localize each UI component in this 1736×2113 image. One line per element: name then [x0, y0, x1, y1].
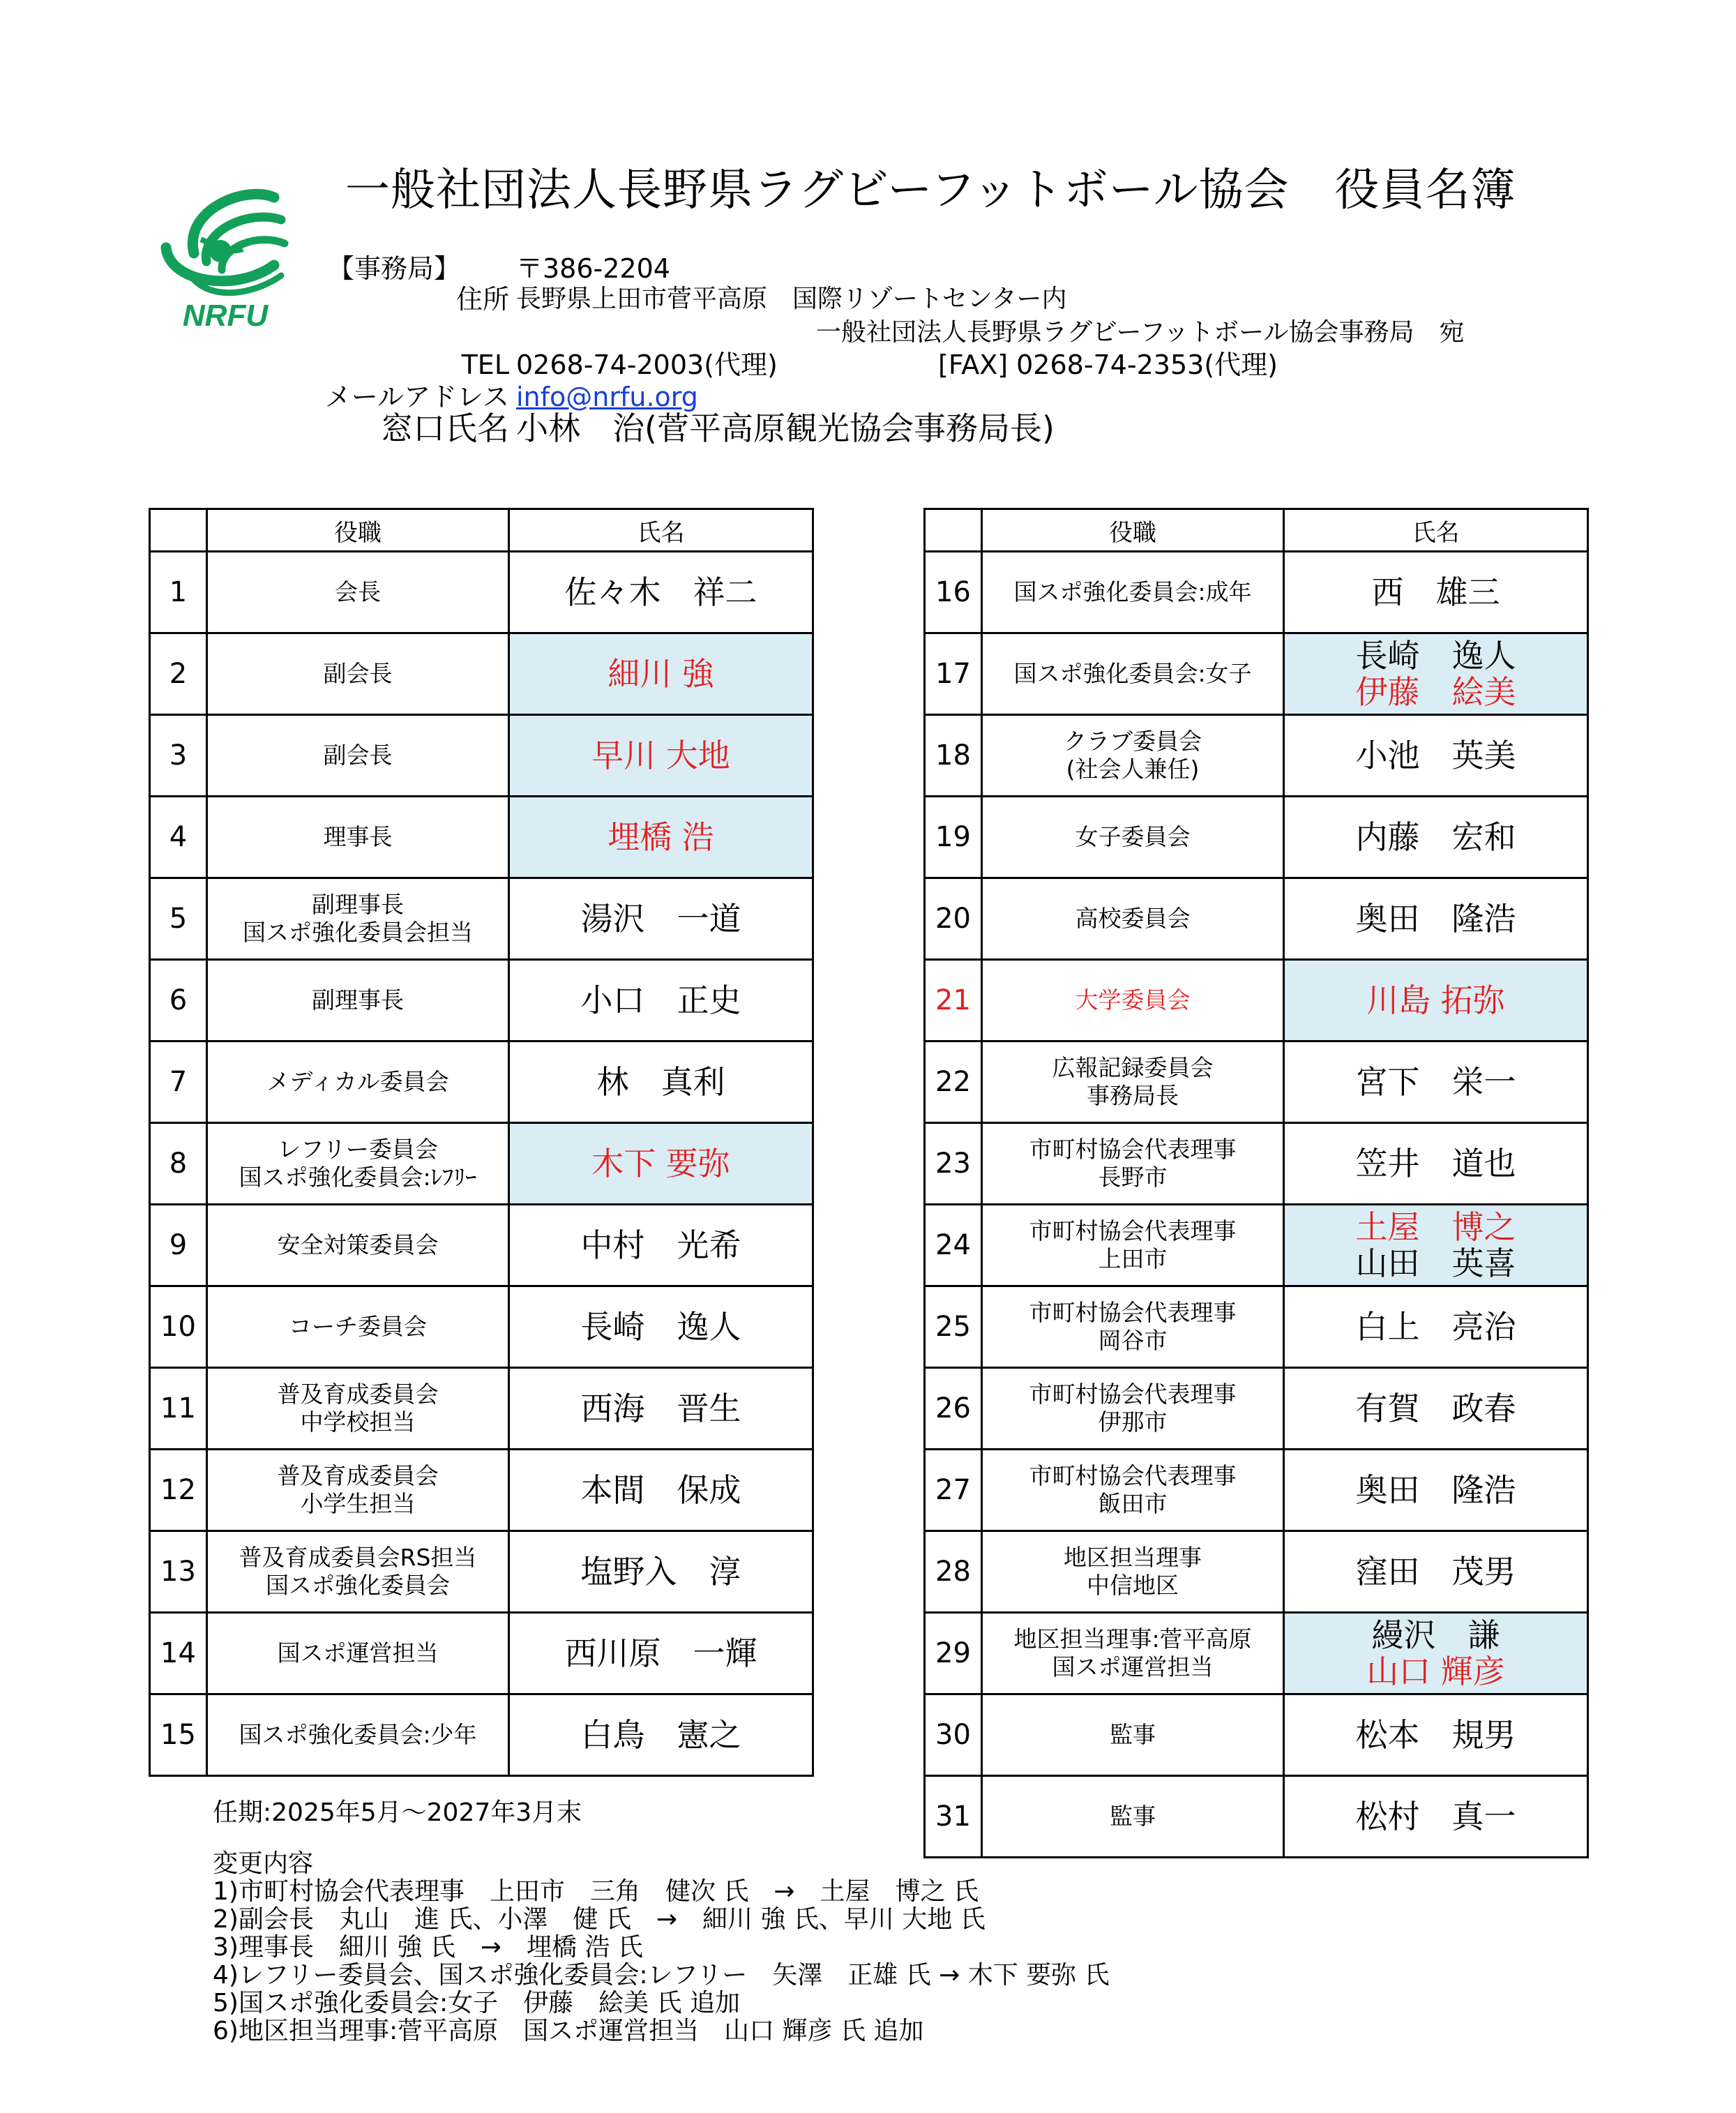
- role-cell: [207, 1613, 509, 1694]
- row-number: 30: [925, 1694, 982, 1776]
- row-number: 8: [150, 1123, 207, 1205]
- row-number: 15: [150, 1694, 207, 1776]
- role-text: 中信地区: [1087, 1572, 1179, 1599]
- name-cell: [1284, 878, 1588, 960]
- row-number: 13: [150, 1531, 207, 1613]
- officer-name: 山田 英喜: [1355, 1245, 1516, 1282]
- officer-name: 奥田 隆浩: [1355, 900, 1516, 938]
- table-row: [150, 797, 813, 878]
- role-cell: [207, 1205, 509, 1286]
- changes-section: [213, 1850, 1110, 2045]
- header-role: 役職: [207, 509, 509, 552]
- row-number: 19: [925, 797, 982, 878]
- role-cell: [982, 633, 1284, 715]
- table-row: [925, 1694, 1588, 1776]
- officer-name: 白鳥 憲之: [580, 1716, 741, 1754]
- table-row: [925, 1123, 1588, 1205]
- tel-label: TEL: [461, 349, 509, 380]
- officer-name: 細川 強: [607, 655, 714, 693]
- role-text: 市町村協会代表理事: [1029, 1299, 1237, 1326]
- role-text: 市町村協会代表理事: [1029, 1217, 1237, 1245]
- role-cell: [982, 1613, 1284, 1694]
- name-cell: [1284, 960, 1588, 1042]
- role-text: 国スポ強化委員会: [266, 1572, 450, 1599]
- role-text: 事務局長: [1087, 1082, 1179, 1109]
- table-row: [150, 1613, 813, 1694]
- role-cell: [207, 633, 509, 715]
- role-cell: [207, 715, 509, 797]
- name-cell: [1284, 1042, 1588, 1123]
- officer-name: 内藤 宏和: [1355, 818, 1516, 856]
- role-text: 理事長: [323, 823, 393, 850]
- row-number: 22: [925, 1042, 982, 1123]
- table-row: [925, 960, 1588, 1042]
- row-number: 5: [150, 878, 207, 960]
- table-row: [150, 715, 813, 797]
- table-row: [150, 552, 813, 633]
- change-item: 3)理事長 細川 強 氏 → 埋橋 浩 氏: [213, 1933, 643, 1962]
- roster-table-left: [149, 508, 814, 1777]
- role-text: 副会長: [323, 660, 393, 687]
- role-cell: [207, 1286, 509, 1368]
- change-item: 5)国スポ強化委員会:女子 伊藤 絵美 氏 追加: [213, 1989, 740, 2017]
- name-cell: [509, 1694, 813, 1776]
- table-row: [925, 797, 1588, 878]
- table-row: [150, 1205, 813, 1286]
- role-text: 長野市: [1098, 1164, 1168, 1191]
- role-text: 国スポ強化委員会担当: [243, 919, 473, 946]
- table-row: [925, 715, 1588, 797]
- name-cell: [509, 715, 813, 797]
- officer-name: 林 真利: [596, 1063, 725, 1101]
- role-cell: [207, 1531, 509, 1613]
- officer-name: 湯沢 一道: [580, 900, 741, 938]
- name-cell: [509, 1205, 813, 1286]
- name-cell: [509, 552, 813, 633]
- officer-name: 小口 正史: [580, 982, 741, 1019]
- role-text: 監事: [1110, 1721, 1156, 1748]
- role-cell: [982, 878, 1284, 960]
- table-row: [150, 960, 813, 1042]
- role-cell: [207, 1123, 509, 1205]
- contact-label: 窓口氏名: [381, 409, 509, 447]
- officer-name: 有賀 政春: [1355, 1390, 1516, 1427]
- row-number: 23: [925, 1123, 982, 1205]
- officer-name: 早川 大地: [591, 737, 730, 774]
- table-row: [150, 1042, 813, 1123]
- name-cell: [1284, 1123, 1588, 1205]
- role-text: 女子委員会: [1075, 823, 1191, 850]
- name-cell: [509, 1123, 813, 1205]
- name-cell: [1284, 1205, 1588, 1286]
- role-text: 副理事長: [312, 891, 404, 918]
- name-cell: [509, 1450, 813, 1531]
- row-number: 21: [925, 960, 982, 1042]
- officer-name: 笠井 道也: [1355, 1145, 1516, 1182]
- officer-name: 埋橋 浩: [607, 818, 714, 856]
- table-row: [925, 878, 1588, 960]
- changes-title: 変更内容: [213, 1849, 314, 1878]
- term-of-office: 任期:2025年5月～2027年3月末: [213, 1798, 582, 1827]
- officer-name: 縵沢 謙: [1371, 1616, 1500, 1654]
- row-number: 26: [925, 1368, 982, 1450]
- role-text: 会長: [335, 578, 381, 606]
- role-text: (社会人兼任): [1066, 755, 1200, 783]
- table-header-row: [150, 509, 813, 552]
- row-number: 28: [925, 1531, 982, 1613]
- row-number: 7: [150, 1042, 207, 1123]
- table-row: [150, 1368, 813, 1450]
- header-name: 氏名: [509, 509, 813, 552]
- office-label: 【事務局】: [328, 253, 461, 284]
- role-text: 国スポ強化委員会:ﾚﾌﾘｰ: [239, 1164, 477, 1191]
- postal-code: 〒386-2204: [516, 253, 670, 284]
- change-item: 2)副会長 丸山 進 氏、小澤 健 氏 → 細川 強 氏、早川 大地 氏: [213, 1905, 986, 1934]
- role-text: コーチ委員会: [289, 1313, 427, 1340]
- role-cell: [207, 1694, 509, 1776]
- role-text: 広報記録委員会: [1052, 1054, 1214, 1081]
- role-cell: [982, 715, 1284, 797]
- role-text: 中学校担当: [300, 1408, 416, 1436]
- name-cell: [1284, 633, 1588, 715]
- row-number: 10: [150, 1286, 207, 1368]
- name-cell: [1284, 1776, 1588, 1858]
- role-text: メディカル委員会: [266, 1068, 449, 1095]
- rugby-ball-logo-icon: [152, 171, 299, 335]
- role-text: 市町村協会代表理事: [1029, 1136, 1237, 1163]
- name-cell: [509, 960, 813, 1042]
- role-text: 大学委員会: [1075, 986, 1191, 1014]
- row-number: 20: [925, 878, 982, 960]
- email-link[interactable]: info@nrfu.org: [516, 382, 698, 412]
- change-item: 1)市町村協会代表理事 上田市 三角 健次 氏 → 土屋 博之 氏: [213, 1877, 979, 1906]
- name-cell: [509, 1042, 813, 1123]
- role-text: 国スポ運営担当: [277, 1639, 439, 1667]
- table-row: [925, 1368, 1588, 1450]
- row-number: 27: [925, 1450, 982, 1531]
- role-text: 上田市: [1098, 1245, 1168, 1272]
- name-cell: [1284, 552, 1588, 633]
- role-text: 小学生担当: [300, 1490, 416, 1517]
- tel-number: 0268-74-2003(代理): [516, 349, 778, 380]
- officer-name: 伊藤 絵美: [1355, 673, 1516, 711]
- role-cell: [982, 1694, 1284, 1776]
- logo-text: NRFU: [182, 299, 269, 333]
- contact-name: 小林 治(菅平高原観光協会事務局長): [516, 409, 1055, 447]
- officer-name: 本間 保成: [580, 1471, 741, 1509]
- row-number: 29: [925, 1613, 982, 1694]
- officer-name: 西海 晋生: [580, 1390, 741, 1427]
- officer-name: 松村 真一: [1355, 1798, 1516, 1835]
- address-line2: 一般社団法人長野県ラグビーフットボール協会事務局 宛: [816, 318, 1465, 347]
- header-role: 役職: [982, 509, 1284, 552]
- row-number: 25: [925, 1286, 982, 1368]
- header-name: 氏名: [1284, 509, 1588, 552]
- role-text: 高校委員会: [1075, 905, 1191, 932]
- row-number: 16: [925, 552, 982, 633]
- officer-name: 小池 英美: [1355, 737, 1516, 774]
- table-row: [925, 552, 1588, 633]
- role-cell: [982, 1531, 1284, 1613]
- officer-name: 長崎 逸人: [1355, 637, 1516, 675]
- officer-name: 川島 拓弥: [1366, 982, 1505, 1019]
- role-text: 伊那市: [1098, 1408, 1168, 1436]
- page-title: 一般社団法人長野県ラグビーフットボール協会 役員名簿: [345, 165, 1516, 216]
- role-text: 地区担当理事: [1064, 1544, 1202, 1571]
- table-row: [925, 1776, 1588, 1858]
- name-cell: [509, 1286, 813, 1368]
- name-cell: [1284, 1286, 1588, 1368]
- role-cell: [982, 1123, 1284, 1205]
- officer-name: 白上 亮治: [1355, 1308, 1516, 1346]
- role-cell: [982, 1368, 1284, 1450]
- name-cell: [1284, 1613, 1588, 1694]
- officer-name: 山口 輝彦: [1366, 1653, 1505, 1690]
- table-row: [925, 1042, 1588, 1123]
- name-cell: [1284, 1368, 1588, 1450]
- officer-name: 土屋 博之: [1355, 1208, 1516, 1246]
- role-cell: [982, 960, 1284, 1042]
- table-row: [150, 1450, 813, 1531]
- row-number: 1: [150, 552, 207, 633]
- row-number: 24: [925, 1205, 982, 1286]
- role-cell: [207, 1042, 509, 1123]
- name-cell: [1284, 715, 1588, 797]
- role-cell: [982, 552, 1284, 633]
- table-row: [150, 633, 813, 715]
- role-cell: [982, 1042, 1284, 1123]
- role-text: 監事: [1110, 1803, 1156, 1830]
- role-cell: [207, 1368, 509, 1450]
- role-cell: [982, 797, 1284, 878]
- address-label: 住所: [455, 284, 509, 315]
- row-number: 17: [925, 633, 982, 715]
- row-number: 2: [150, 633, 207, 715]
- table-row: [150, 1694, 813, 1776]
- officer-name: 西川原 一輝: [564, 1634, 757, 1672]
- role-text: 市町村協会代表理事: [1029, 1381, 1237, 1408]
- table-row: [150, 1286, 813, 1368]
- name-cell: [1284, 1694, 1588, 1776]
- row-number: 14: [150, 1613, 207, 1694]
- table-row: [925, 1531, 1588, 1613]
- role-text: クラブ委員会: [1064, 728, 1202, 755]
- role-text: 国スポ強化委員会:女子: [1013, 660, 1252, 687]
- change-item: 4)レフリー委員会、国スポ強化委員会:レフリー 矢澤 正雄 氏 → 木下 要弥 氏: [213, 1961, 1110, 1990]
- row-number: 12: [150, 1450, 207, 1531]
- role-text: 市町村協会代表理事: [1029, 1462, 1237, 1489]
- officer-name: 中村 光希: [580, 1226, 741, 1264]
- fax-number: [FAX] 0268-74-2353(代理): [938, 349, 1278, 380]
- roster-table-right: [923, 508, 1589, 1858]
- role-text: 国スポ強化委員会:少年: [239, 1721, 477, 1748]
- row-number: 31: [925, 1776, 982, 1858]
- row-number: 11: [150, 1368, 207, 1450]
- name-cell: [1284, 1531, 1588, 1613]
- role-text: 普及育成委員会: [277, 1381, 439, 1408]
- officer-name: 西 雄三: [1371, 573, 1500, 611]
- officer-name: 木下 要弥: [591, 1145, 730, 1182]
- table-row: [925, 1286, 1588, 1368]
- role-text: 副会長: [323, 742, 393, 769]
- row-number: 3: [150, 715, 207, 797]
- officer-name: 宮下 栄一: [1355, 1063, 1516, 1101]
- address: 長野県上田市菅平高原 国際リゾートセンター内: [516, 285, 1067, 313]
- officer-name: 佐々木 祥二: [564, 573, 757, 611]
- name-cell: [509, 1531, 813, 1613]
- table-row: [925, 1613, 1588, 1694]
- row-number: 18: [925, 715, 982, 797]
- row-number: 9: [150, 1205, 207, 1286]
- role-cell: [207, 797, 509, 878]
- role-cell: [982, 1205, 1284, 1286]
- role-text: レフリー委員会: [278, 1136, 438, 1163]
- role-text: 普及育成委員会: [277, 1462, 439, 1489]
- role-cell: [207, 878, 509, 960]
- role-cell: [982, 1776, 1284, 1858]
- role-cell: [982, 1286, 1284, 1368]
- role-cell: [207, 960, 509, 1042]
- row-number: 4: [150, 797, 207, 878]
- name-cell: [1284, 1450, 1588, 1531]
- table-row: [150, 1531, 813, 1613]
- role-text: 岡谷市: [1098, 1327, 1168, 1354]
- name-cell: [509, 1613, 813, 1694]
- name-cell: [509, 1368, 813, 1450]
- name-cell: [509, 633, 813, 715]
- role-cell: [207, 552, 509, 633]
- role-text: 地区担当理事:菅平高原: [1013, 1625, 1252, 1653]
- role-text: 普及育成委員会RS担当: [239, 1544, 477, 1571]
- table-row: [925, 1450, 1588, 1531]
- officer-name: 窪田 茂男: [1355, 1553, 1516, 1591]
- table-row: [150, 1123, 813, 1205]
- row-number: 6: [150, 960, 207, 1042]
- role-text: 安全対策委員会: [277, 1231, 439, 1258]
- header-number: [150, 509, 207, 552]
- name-cell: [509, 878, 813, 960]
- officer-name: 松本 規男: [1355, 1716, 1516, 1754]
- role-text: 国スポ強化委員会:成年: [1013, 578, 1252, 606]
- name-cell: [1284, 797, 1588, 878]
- table-row: [150, 878, 813, 960]
- officer-name: 塩野入 淳: [580, 1553, 741, 1591]
- role-text: 国スポ運営担当: [1052, 1653, 1214, 1680]
- email-label: メールアドレス: [324, 382, 509, 412]
- officer-name: 長崎 逸人: [580, 1308, 741, 1346]
- role-cell: [982, 1450, 1284, 1531]
- table-row: [925, 1205, 1588, 1286]
- role-cell: [207, 1450, 509, 1531]
- table-row: [925, 633, 1588, 715]
- change-item: 6)地区担当理事:菅平高原 国スポ運営担当 山口 輝彦 氏 追加: [213, 2017, 924, 2045]
- role-text: 飯田市: [1098, 1490, 1168, 1517]
- name-cell: [509, 797, 813, 878]
- officer-name: 奥田 隆浩: [1355, 1471, 1516, 1509]
- table-header-row: [925, 509, 1588, 552]
- header-number: [925, 509, 982, 552]
- role-text: 副理事長: [312, 986, 404, 1014]
